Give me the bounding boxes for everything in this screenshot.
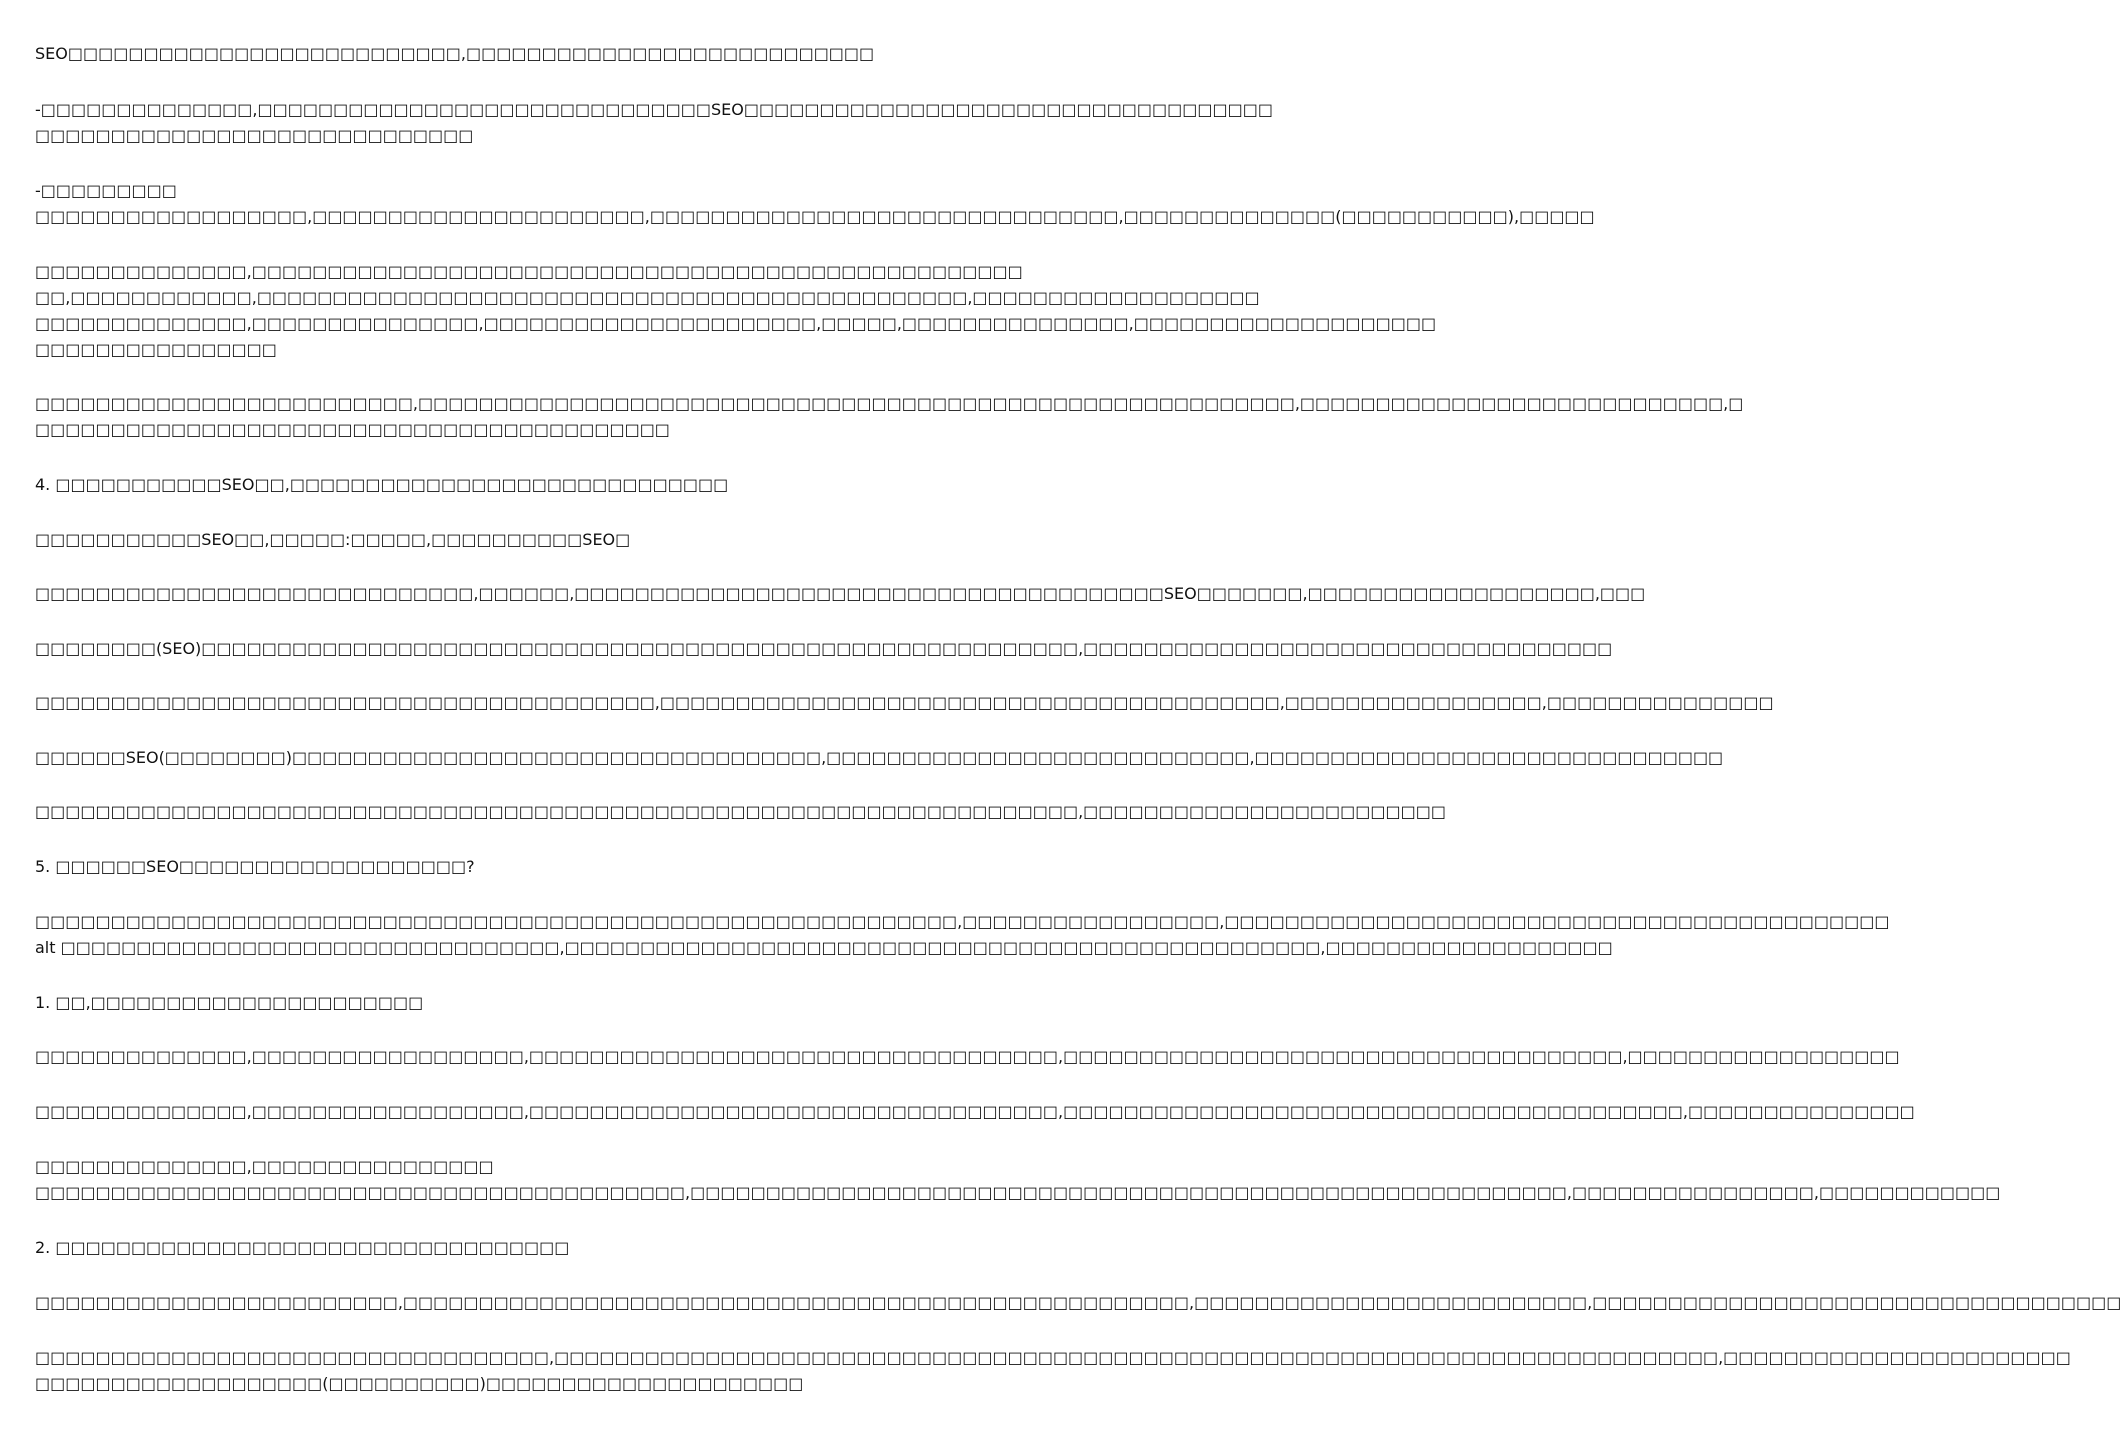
text-line: □□□□□□□□□□□□□□□□□□□□□□□□□□□□□ bbox=[35, 126, 474, 145]
section-heading: 4. □□□□□□□□□□□SEO□□,□□□□□□□□□□□□□□□□□□□□□□□□□□□□□ bbox=[35, 475, 729, 494]
text-line: -□□□□□□□□□□□□□□,□□□□□□□□□□□□□□□□□□□□□□□□□□□□□□SEO□□□□□□□□□□□□□□□□□□□□□□□□□□□□□□□□□□□ bbox=[35, 100, 1273, 119]
text-line: □□□□□□□□□□□□□□,□□□□□□□□□□□□□□□□□□,□□□□□□□□□□□□□□□□□□□□□□□□□□□□□□□□□□□,□□□□□□□□□□□□□□□□□□□□□□□□□□□□□□□□□□□□□,□□□□□□□□□□□□□□□□□□ bbox=[35, 1047, 1900, 1066]
section-heading: 1. □□,□□□□□□□□□□□□□□□□□□□□□□ bbox=[35, 993, 424, 1012]
document-page bbox=[35, 0, 2121, 1449]
text-line: □□□□□□□□□□□□□□,□□□□□□□□□□□□□□□□□□□□□□□□□□□□□□□□□□□□□□□□□□□□□□□□□□□ bbox=[35, 262, 1023, 281]
text-line: □□□□□□□□□□□□□□□□□□□□□□□□□□□□□□□□□□□□□□□□□□□,□□□□□□□□□□□□□□□□□□□□□□□□□□□□□□□□□□□□□□□□□□□□□□□□□□□□□□□□□□,□□□□□□□□□□□□□□□□,□□□□□□□□□□□□ bbox=[35, 1183, 2001, 1202]
section-heading: 2. □□□□□□□□□□□□□□□□□□□□□□□□□□□□□□□□□□ bbox=[35, 1238, 570, 1257]
text-line: □□□□□□□□□□□SEO□□,□□□□□:□□□□□,□□□□□□□□□□SEO□ bbox=[35, 530, 631, 549]
text-line: -□□□□□□□□□ bbox=[35, 181, 177, 200]
text-line: □□,□□□□□□□□□□□□,□□□□□□□□□□□□□□□□□□□□□□□□□□□□□□□□□□□□□□□□□□□□□□□,□□□□□□□□□□□□□□□□□□□ bbox=[35, 288, 1260, 307]
text-line: □□□□□□□□□□□□□□□□□□□□□□□□□□□□□□□□□□□□□□□□□,□□□□□□□□□□□□□□□□□□□□□□□□□□□□□□□□□□□□□□□□□,□□□□□□□□□□□□□□□□□,□□□□□□□□□□□□□□□ bbox=[35, 693, 1774, 712]
text-line: □□□□□□□□□□□□□□□□□□□□□□□□□□□□□□□□□□□□□□□□□□ bbox=[35, 420, 670, 439]
text-line: □□□□□□□□□□□□□□□□□□□□□□□□□□□□□□□□□□□□□□□□□□□□□□□□□□□□□□□□□□□□□,□□□□□□□□□□□□□□□□□,□□□□□□□□□□□□□□□□□□□□□□□□□□□□□□□□□□□□□□□□□□□□ bbox=[35, 912, 1890, 931]
text-line: □□□□□□□□□□□□□□,□□□□□□□□□□□□□□□□□□,□□□□□□□□□□□□□□□□□□□□□□□□□□□□□□□□□□□,□□□□□□□□□□□□□□□□□□□□□□□□□□□□□□□□□□□□□□□□□,□□□□□□□□□□□□□□□ bbox=[35, 1102, 1915, 1121]
text-line: □□□□□□□□□□□□□□□□□□□(□□□□□□□□□□)□□□□□□□□□□□□□□□□□□□□□ bbox=[35, 1374, 804, 1393]
text-line: □□□□□□SEO(□□□□□□□□)□□□□□□□□□□□□□□□□□□□□□□□□□□□□□□□□□□□,□□□□□□□□□□□□□□□□□□□□□□□□□□□□,□□□□□□□□□□□□□□□□□□□□□□□□□□□□□□□ bbox=[35, 748, 1724, 767]
section-heading: 5. □□□□□□SEO□□□□□□□□□□□□□□□□□□□? bbox=[35, 857, 475, 876]
text-line: □□□□□□□□□□□□□□,□□□□□□□□□□□□□□□,□□□□□□□□□□□□□□□□□□□□□□,□□□□□,□□□□□□□□□□□□□□□,□□□□□□□□□□□□□□□□□□□□ bbox=[35, 314, 1437, 333]
text-line: □□□□□□□□(SEO)□□□□□□□□□□□□□□□□□□□□□□□□□□□□□□□□□□□□□□□□□□□□□□□□□□□□□□□□□□,□□□□□□□□□□□□□□□□□□□□□□□□□□□□□□□□□□□ bbox=[35, 639, 1613, 658]
text-line: alt □□□□□□□□□□□□□□□□□□□□□□□□□□□□□□□□□,□□□□□□□□□□□□□□□□□□□□□□□□□□□□□□□□□□□□□□□□□□□□□□□□□□,□□□□□□□□□□□□□□□□□□□ bbox=[35, 938, 1613, 957]
text-line: SEO□□□□□□□□□□□□□□□□□□□□□□□□□□,□□□□□□□□□□□□□□□□□□□□□□□□□□□ bbox=[35, 44, 875, 63]
text-line: □□□□□□□□□□□□□□□□□□□□□□□□□,□□□□□□□□□□□□□□□□□□□□□□□□□□□□□□□□□□□□□□□□□□□□□□□□□□□□□□□□□□,□□□□□□□□□□□□□□□□□□□□□□□□□□□□,□ bbox=[35, 394, 1744, 413]
text-line: □□□□□□□□□□□□□□□□□□□□□□□□□□□□□□□□□□,□□□□□□□□□□□□□□□□□□□□□□□□□□□□□□□□□□□□□□□□□□□□□□□□□□□□□□□□□□□□□□□□□□□□□□□□□□□□□,□□□□□□□□□□□□□□□□□□□□□□□ bbox=[35, 1348, 2071, 1367]
text-line: □□□□□□□□□□□□□□,□□□□□□□□□□□□□□□□ bbox=[35, 1157, 494, 1176]
text-line: □□□□□□□□□□□□□□□□□□□□□□□□□□□□□□□□□□□□□□□□□□□□□□□□□□□□□□□□□□□□□□□□□□□□□,□□□□□□□□□□□□□□□□□□□□□□□□ bbox=[35, 802, 1446, 821]
text-line: □□□□□□□□□□□□□□□□ bbox=[35, 340, 277, 359]
text-line: □□□□□□□□□□□□□□□□□□□□□□□□□□□□□,□□□□□□,□□□□□□□□□□□□□□□□□□□□□□□□□□□□□□□□□□□□□□□SEO□□□□□□□,□□□□□□□□□□□□□□□□□□□,□□□ bbox=[35, 584, 1646, 603]
text-line: □□□□□□□□□□□□□□□□□□,□□□□□□□□□□□□□□□□□□□□□□,□□□□□□□□□□□□□□□□□□□□□□□□□□□□□□□,□□□□□□□□□□□□□□(□□□□□□□□□□□),□□□□□ bbox=[35, 207, 1595, 226]
text-line: □□□□□□□□□□□□□□□□□□□□□□□□,□□□□□□□□□□□□□□□□□□□□□□□□□□□□□□□□□□□□□□□□□□□□□□□□□□□□,□□□□□□□□□□□□□□□□□□□□□□□□□□,□□□□□□□□□□□□□□□□□□□□□□□□□□□□□□□□□□□ bbox=[35, 1293, 2121, 1312]
